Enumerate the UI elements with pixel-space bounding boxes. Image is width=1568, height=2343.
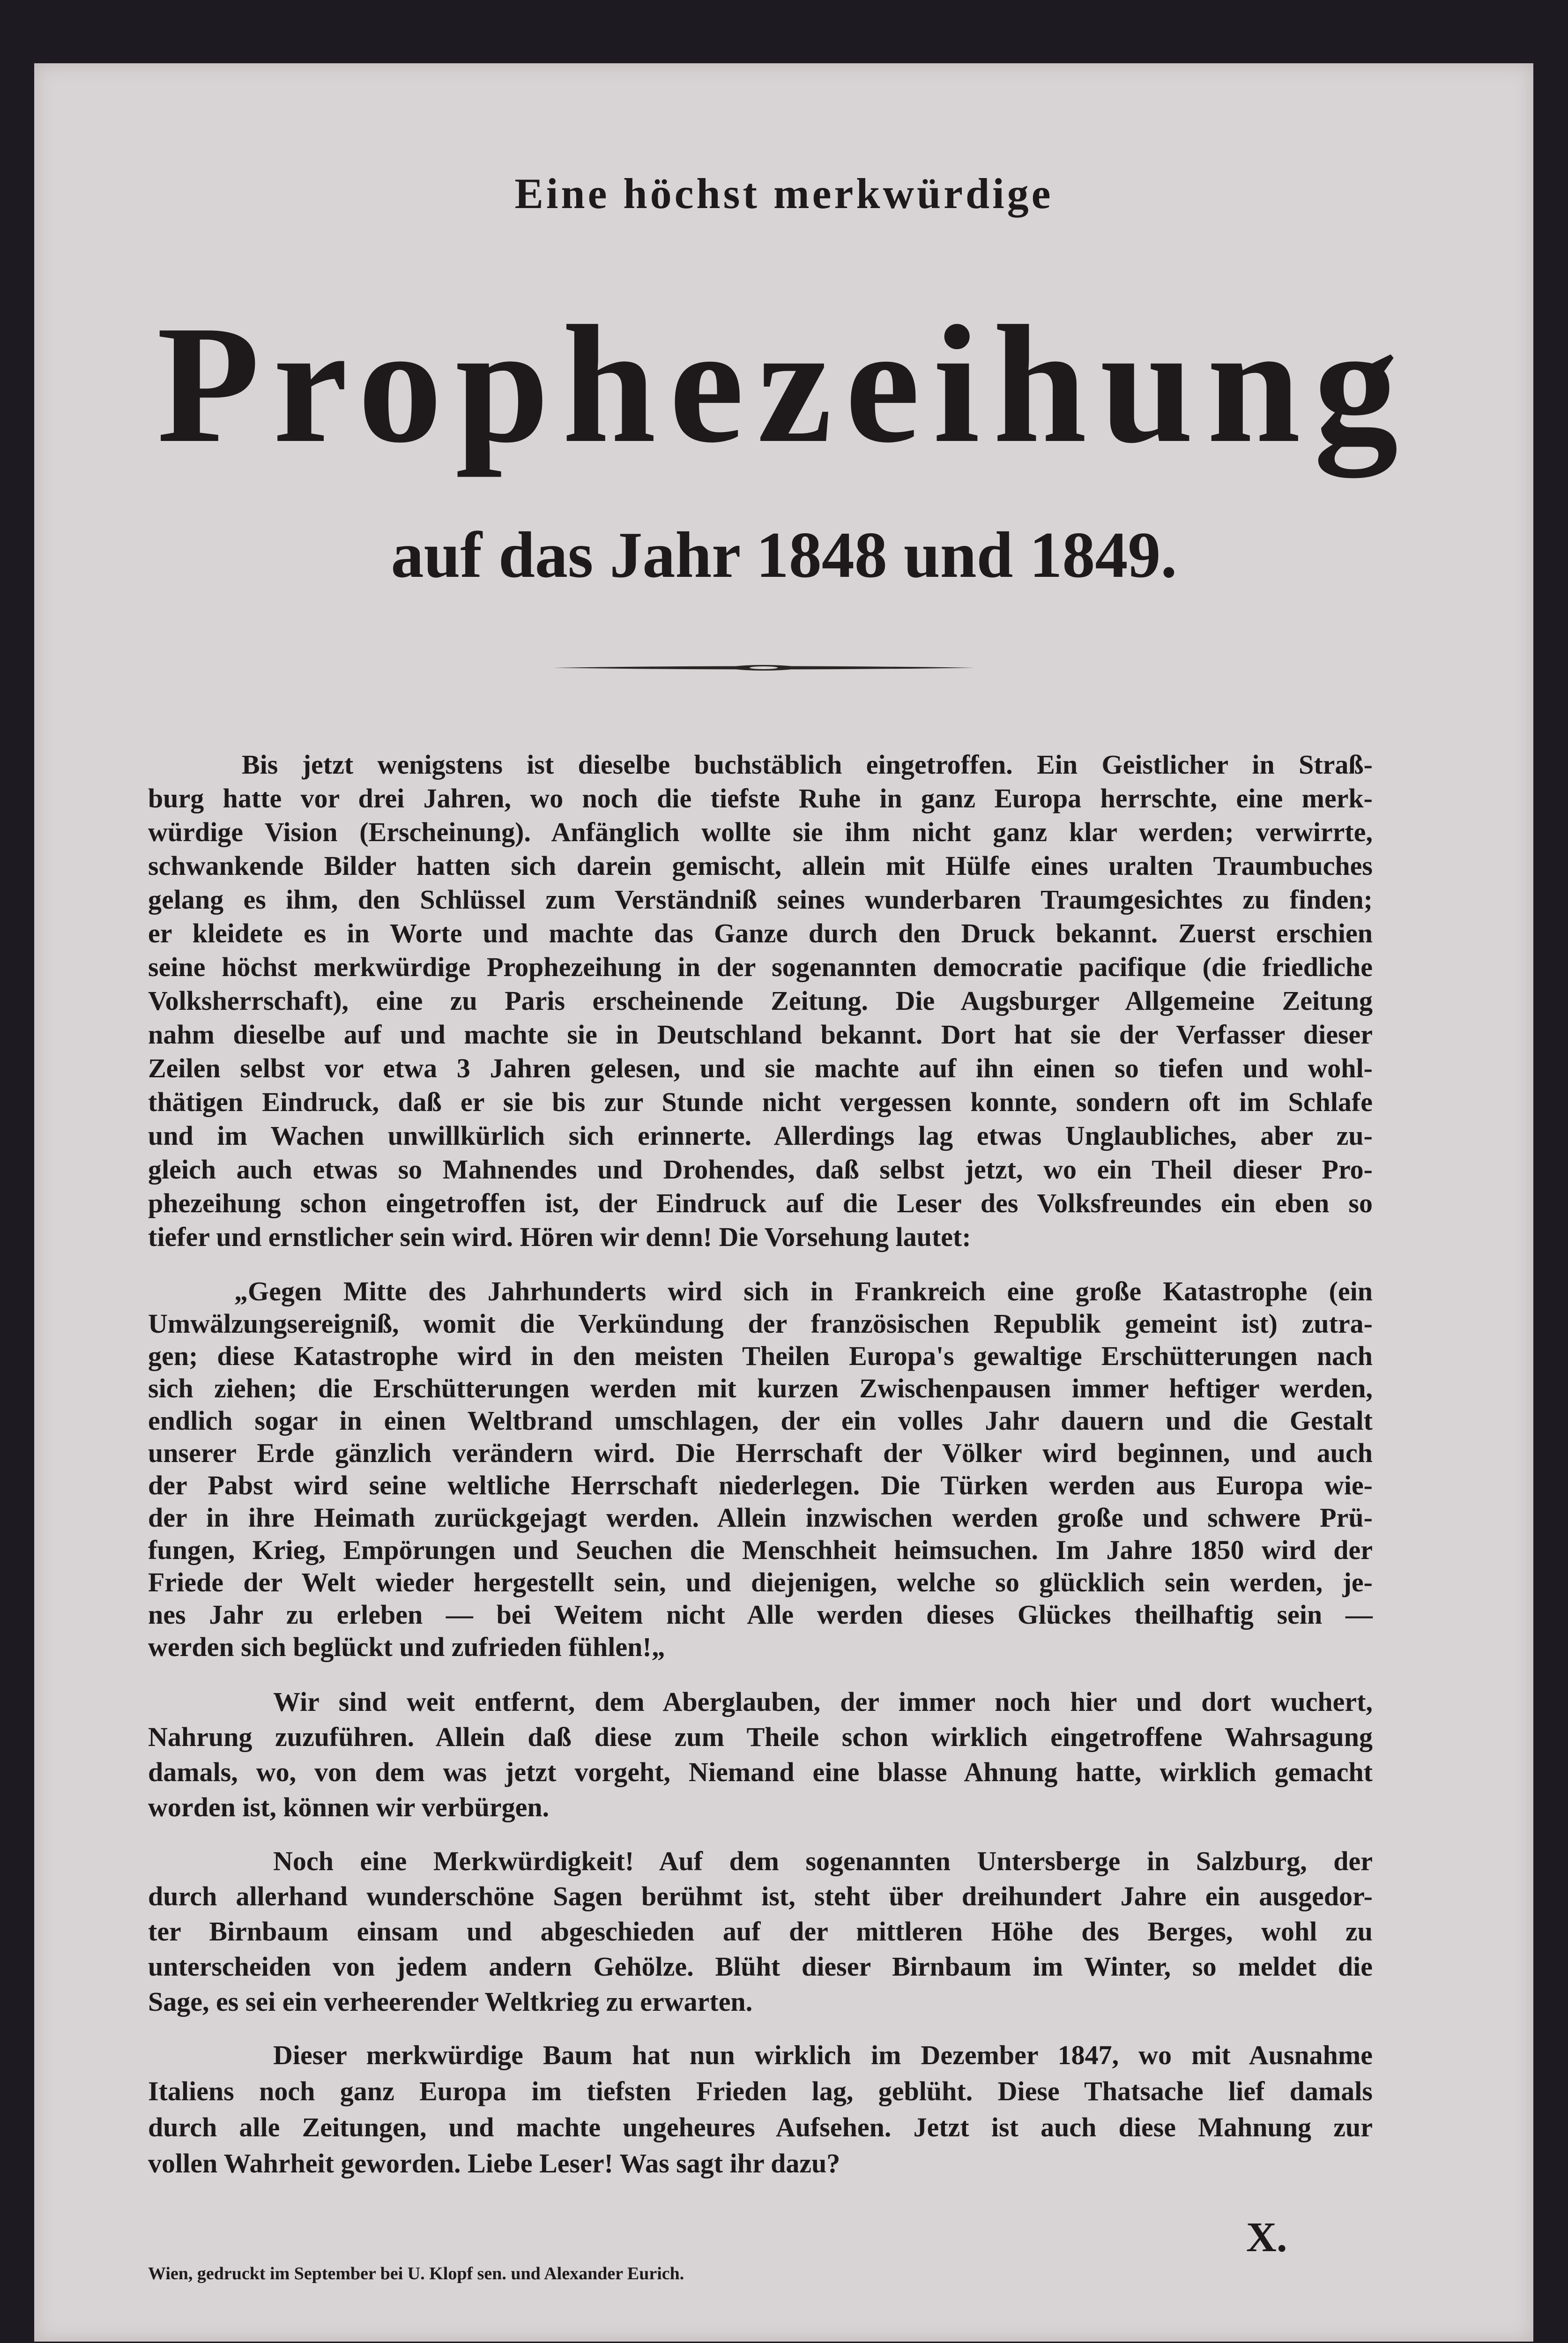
text-line: unserer Erde gänzlich verändern wird. Die Herrschaft der Völker wird beginnen, und auch xyxy=(148,1438,1373,1468)
text-line: gleich auch etwas so Mahnendes und Drohendes, daß selbst jetzt, wo ein Theil dieser Pro- xyxy=(148,1154,1373,1185)
text-line: gen; diese Katastrophe wird in den meisten Theilen Europa's gewaltige Erschütterungen nach xyxy=(148,1341,1373,1371)
ornamental-rule-icon xyxy=(553,664,974,671)
text-line: werden sich beglückt und zufrieden fühlen!„ xyxy=(148,1632,665,1662)
paragraph-intro xyxy=(148,748,1373,1254)
text-line: durch allerhand wunderschöne Sagen berühmt ist, steht über dreihundert Jahre ein ausgedor- xyxy=(148,1881,1373,1911)
page-title: Prophezeihung xyxy=(156,291,1412,478)
text-line: Dieser merkwürdige Baum hat nun wirklich im Dezember 1847, wo mit Ausnahme xyxy=(273,2040,1373,2070)
printer-imprint: Wien, gedruckt im September bei U. Klopf sen. und Alexander Eurich. xyxy=(148,2264,684,2283)
text-line: damals, wo, von dem was jetzt vorgeht, Niemand eine blasse Ahnung hatte, wirklich gemacht xyxy=(148,1757,1373,1787)
text-line: und im Wachen unwillkürlich sich erinnerte. Allerdings lag etwas Unglaubliches, aber zu- xyxy=(148,1120,1373,1151)
text-line: seine höchst merkwürdige Prophezeihung in der sogenannten democratie pacifique (die friedliche xyxy=(148,952,1373,982)
text-line: worden ist, können wir verbürgen. xyxy=(148,1792,550,1822)
text-line: nahm dieselbe auf und machte sie in Deutschland bekannt. Dort hat sie der Verfasser dieser xyxy=(148,1019,1373,1050)
text-line: gelang es ihm, den Schlüssel zum Verständniß seines wunderbaren Traumgesichtes zu finden; xyxy=(148,884,1373,915)
text-line: würdige Vision (Erscheinung). Anfänglich wollte sie ihm nicht ganz klar werden; verwirrte, xyxy=(148,817,1373,847)
text-line: vollen Wahrheit geworden. Liebe Leser! Was sagt ihr dazu? xyxy=(148,2148,840,2179)
text-line: der Pabst wird seine weltliche Herrschaft niederlegen. Die Türken werden aus Europa wie- xyxy=(148,1470,1373,1500)
paragraph-prophecy-quote xyxy=(148,1275,1373,1663)
text-line: burg hatte vor drei Jahren, wo noch die tiefste Ruhe in ganz Europa herrschte, eine merk- xyxy=(148,783,1373,813)
text-line: Italiens noch ganz Europa im tiefsten Frieden lag, geblüht. Diese Thatsache lief damals xyxy=(148,2076,1373,2106)
paragraph-pear-tree xyxy=(148,2037,1373,2181)
subtitle-heading: auf das Jahr 1848 und 1849. xyxy=(391,519,1177,591)
paragraph-commentary xyxy=(148,1684,1373,1825)
text-line: der in ihre Heimath zurückgejagt werden. Allein inzwischen werden große und schwere Prü- xyxy=(148,1502,1373,1533)
text-line: Sage, es sei ein verheerender Weltkrieg zu erwarten. xyxy=(148,1986,753,2017)
text-line: er kleidete es in Worte und machte das Ganze durch den Druck bekannt. Zuerst erschien xyxy=(148,918,1373,948)
text-line: „Gegen Mitte des Jahrhunderts wird sich in Frankreich eine große Katastrophe (ein xyxy=(234,1276,1373,1306)
text-line: endlich sogar in einen Weltbrand umschlagen, der ein volles Jahr dauern und die Gestalt xyxy=(148,1405,1373,1436)
text-line: durch alle Zeitungen, und machte ungeheures Aufsehen. Jetzt ist auch diese Mahnung zur xyxy=(148,2112,1373,2142)
text-line: unterscheiden von jedem andern Gehölze. Blüht dieser Birnbaum im Winter, so meldet die xyxy=(148,1951,1373,1982)
text-line: Bis jetzt wenigstens ist dieselbe buchstäblich eingetroffen. Ein Geistlicher in Straß- xyxy=(242,749,1373,780)
text-line: Friede der Welt wieder hergestellt sein, und diejenigen, welche so glücklich sein werden, je- xyxy=(148,1567,1373,1597)
text-line: fungen, Krieg, Empörungen und Seuchen die Menschheit heimsuchen. Im Jahre 1850 wird der xyxy=(148,1535,1373,1565)
text-line: Zeilen selbst vor etwa 3 Jahren gelesen, und sie machte auf ihn einen so tiefen und wohl- xyxy=(148,1053,1373,1083)
text-line: thätigen Eindruck, daß er sie bis zur Stunde nicht vergessen konnte, sondern oft im Schlafe xyxy=(148,1087,1373,1117)
text-line: Volksherrschaft), eine zu Paris erscheinende Zeitung. Die Augsburger Allgemeine Zeitung xyxy=(148,985,1373,1016)
kicker-heading: Eine höchst merkwürdige xyxy=(514,170,1054,217)
text-line: phezeihung schon eingetroffen ist, der Eindruck auf die Leser des Volksfreundes ein eben so xyxy=(148,1188,1373,1218)
text-line: schwankende Bilder hatten sich darein gemischt, allein mit Hülfe eines uralten Traumbuches xyxy=(148,851,1373,881)
text-line: Noch eine Merkwürdigkeit! Auf dem sogenannten Untersberge in Salzburg, der xyxy=(273,1846,1373,1876)
text-line: sich ziehen; die Erschütterungen werden mit kurzen Zwischenpausen immer heftiger werden, xyxy=(148,1373,1373,1403)
signature: X. xyxy=(1246,2214,1287,2261)
text-line: tiefer und ernstlicher sein wird. Hören wir denn! Die Vorsehung lautet: xyxy=(148,1222,971,1252)
text-line: ter Birnbaum einsam und abgeschieden auf der mittleren Höhe des Berges, wohl zu xyxy=(148,1916,1373,1947)
text-line: Wir sind weit entfernt, dem Aberglauben, der immer noch hier und dort wuchert, xyxy=(273,1686,1373,1717)
text-line: Umwälzungsereigniß, womit die Verkündung der französischen Republik gemeint ist) zutra- xyxy=(148,1308,1373,1339)
paragraph-untersberg xyxy=(148,1843,1373,2019)
text-line: nes Jahr zu erleben — bei Weitem nicht Alle werden dieses Glückes theilhaftig sein — xyxy=(148,1599,1373,1630)
text-line: Nahrung zuzuführen. Allein daß diese zum Theile schon wirklich eingetroffene Wahrsagung xyxy=(148,1722,1373,1752)
